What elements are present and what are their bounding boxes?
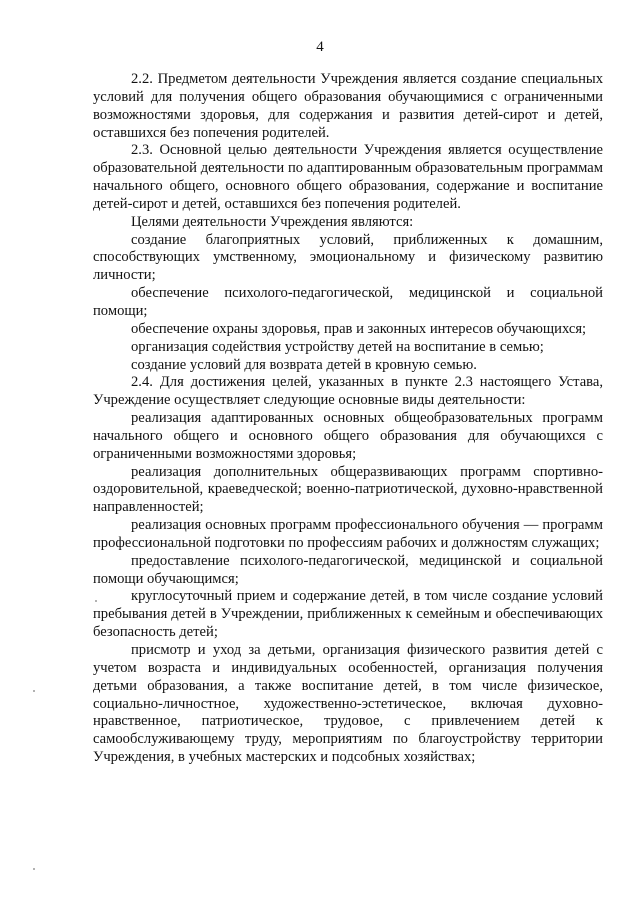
paragraph-2-2: 2.2. Предметом деятельности Учреждения является создание специальных условий для получения общего образования обучающимися с ограниченными возможностями здоровья, для содержания и развития детей-сирот и детей, оставшихся без попечения родителей. [93, 71, 603, 141]
page-number: 4 [316, 39, 324, 55]
goals-heading: Целями деятельности Учреждения являются: [131, 213, 414, 230]
scan-speck [33, 690, 35, 692]
goal-item: обеспечение охраны здоровья, прав и законных интересов обучающихся; [131, 320, 587, 337]
activity-item: круглосуточный прием и содержание детей, в том числе создание условий пребывания детей в Учреждении, приближенных к семейным и обеспечивающих безопасность детей; [93, 588, 603, 641]
activity-item: реализация адаптированных основных общеобразовательных программ начального общего и основного общего образования для обучающихся с ограниченными возможностями здоровья; [93, 410, 603, 462]
activity-item: предоставление психолого-педагогической, медицинской и социальной помощи обучающимся; [93, 552, 603, 587]
paragraph-2-4: 2.4. Для достижения целей, указанных в пункте 2.3 настоящего Устава, Учреждение осуществляет следующие основные виды деятельности: [93, 374, 603, 409]
document-body [93, 71, 603, 767]
scan-speck [33, 868, 35, 870]
goal-item: организация содействия устройству детей на воспитание в семью; [131, 338, 544, 355]
goal-item: создание благоприятных условий, приближенных к домашним, способствующих умственному, эмоциональному и физическому развитию личности; [93, 231, 603, 284]
activity-item: реализация дополнительных общеразвивающих программ спортивно-оздоровительной, краеведческой; военно-патриотической, духовно-нравственной направленностей; [93, 463, 603, 516]
activity-item: реализация основных программ профессионального обучения — программ профессиональной подготовки по профессиям рабочих и должностям служащих; [93, 517, 603, 551]
paragraph-2-3: 2.3. Основной целью деятельности Учреждения является осуществление образовательной деятельности по адаптированным образовательным программам начального общего, основного общего образования, содержание и воспитание детей-сирот и детей, оставшихся без попечения родителей. [93, 142, 603, 212]
scan-speck [95, 600, 97, 602]
activity-item: присмотр и уход за детьми, организация физического развития детей с учетом возраста и индивидуальных особенностей, организация получения детьми образования, а также воспитание детей, в том числе физическое, социально-личностное, художественно-эстетическое, включая духовно-нравственное, патриотическое, трудовое, с привлечением детей к самообслуживающему труду, мероприятиям по благоустройству территории Учреждения, в учебных мастерских и подсобных хозяйствах; [93, 642, 603, 766]
goal-item: создание условий для возврата детей в кровную семью. [131, 356, 477, 373]
goal-item: обеспечение психолого-педагогической, медицинской и социальной помощи; [93, 285, 603, 319]
